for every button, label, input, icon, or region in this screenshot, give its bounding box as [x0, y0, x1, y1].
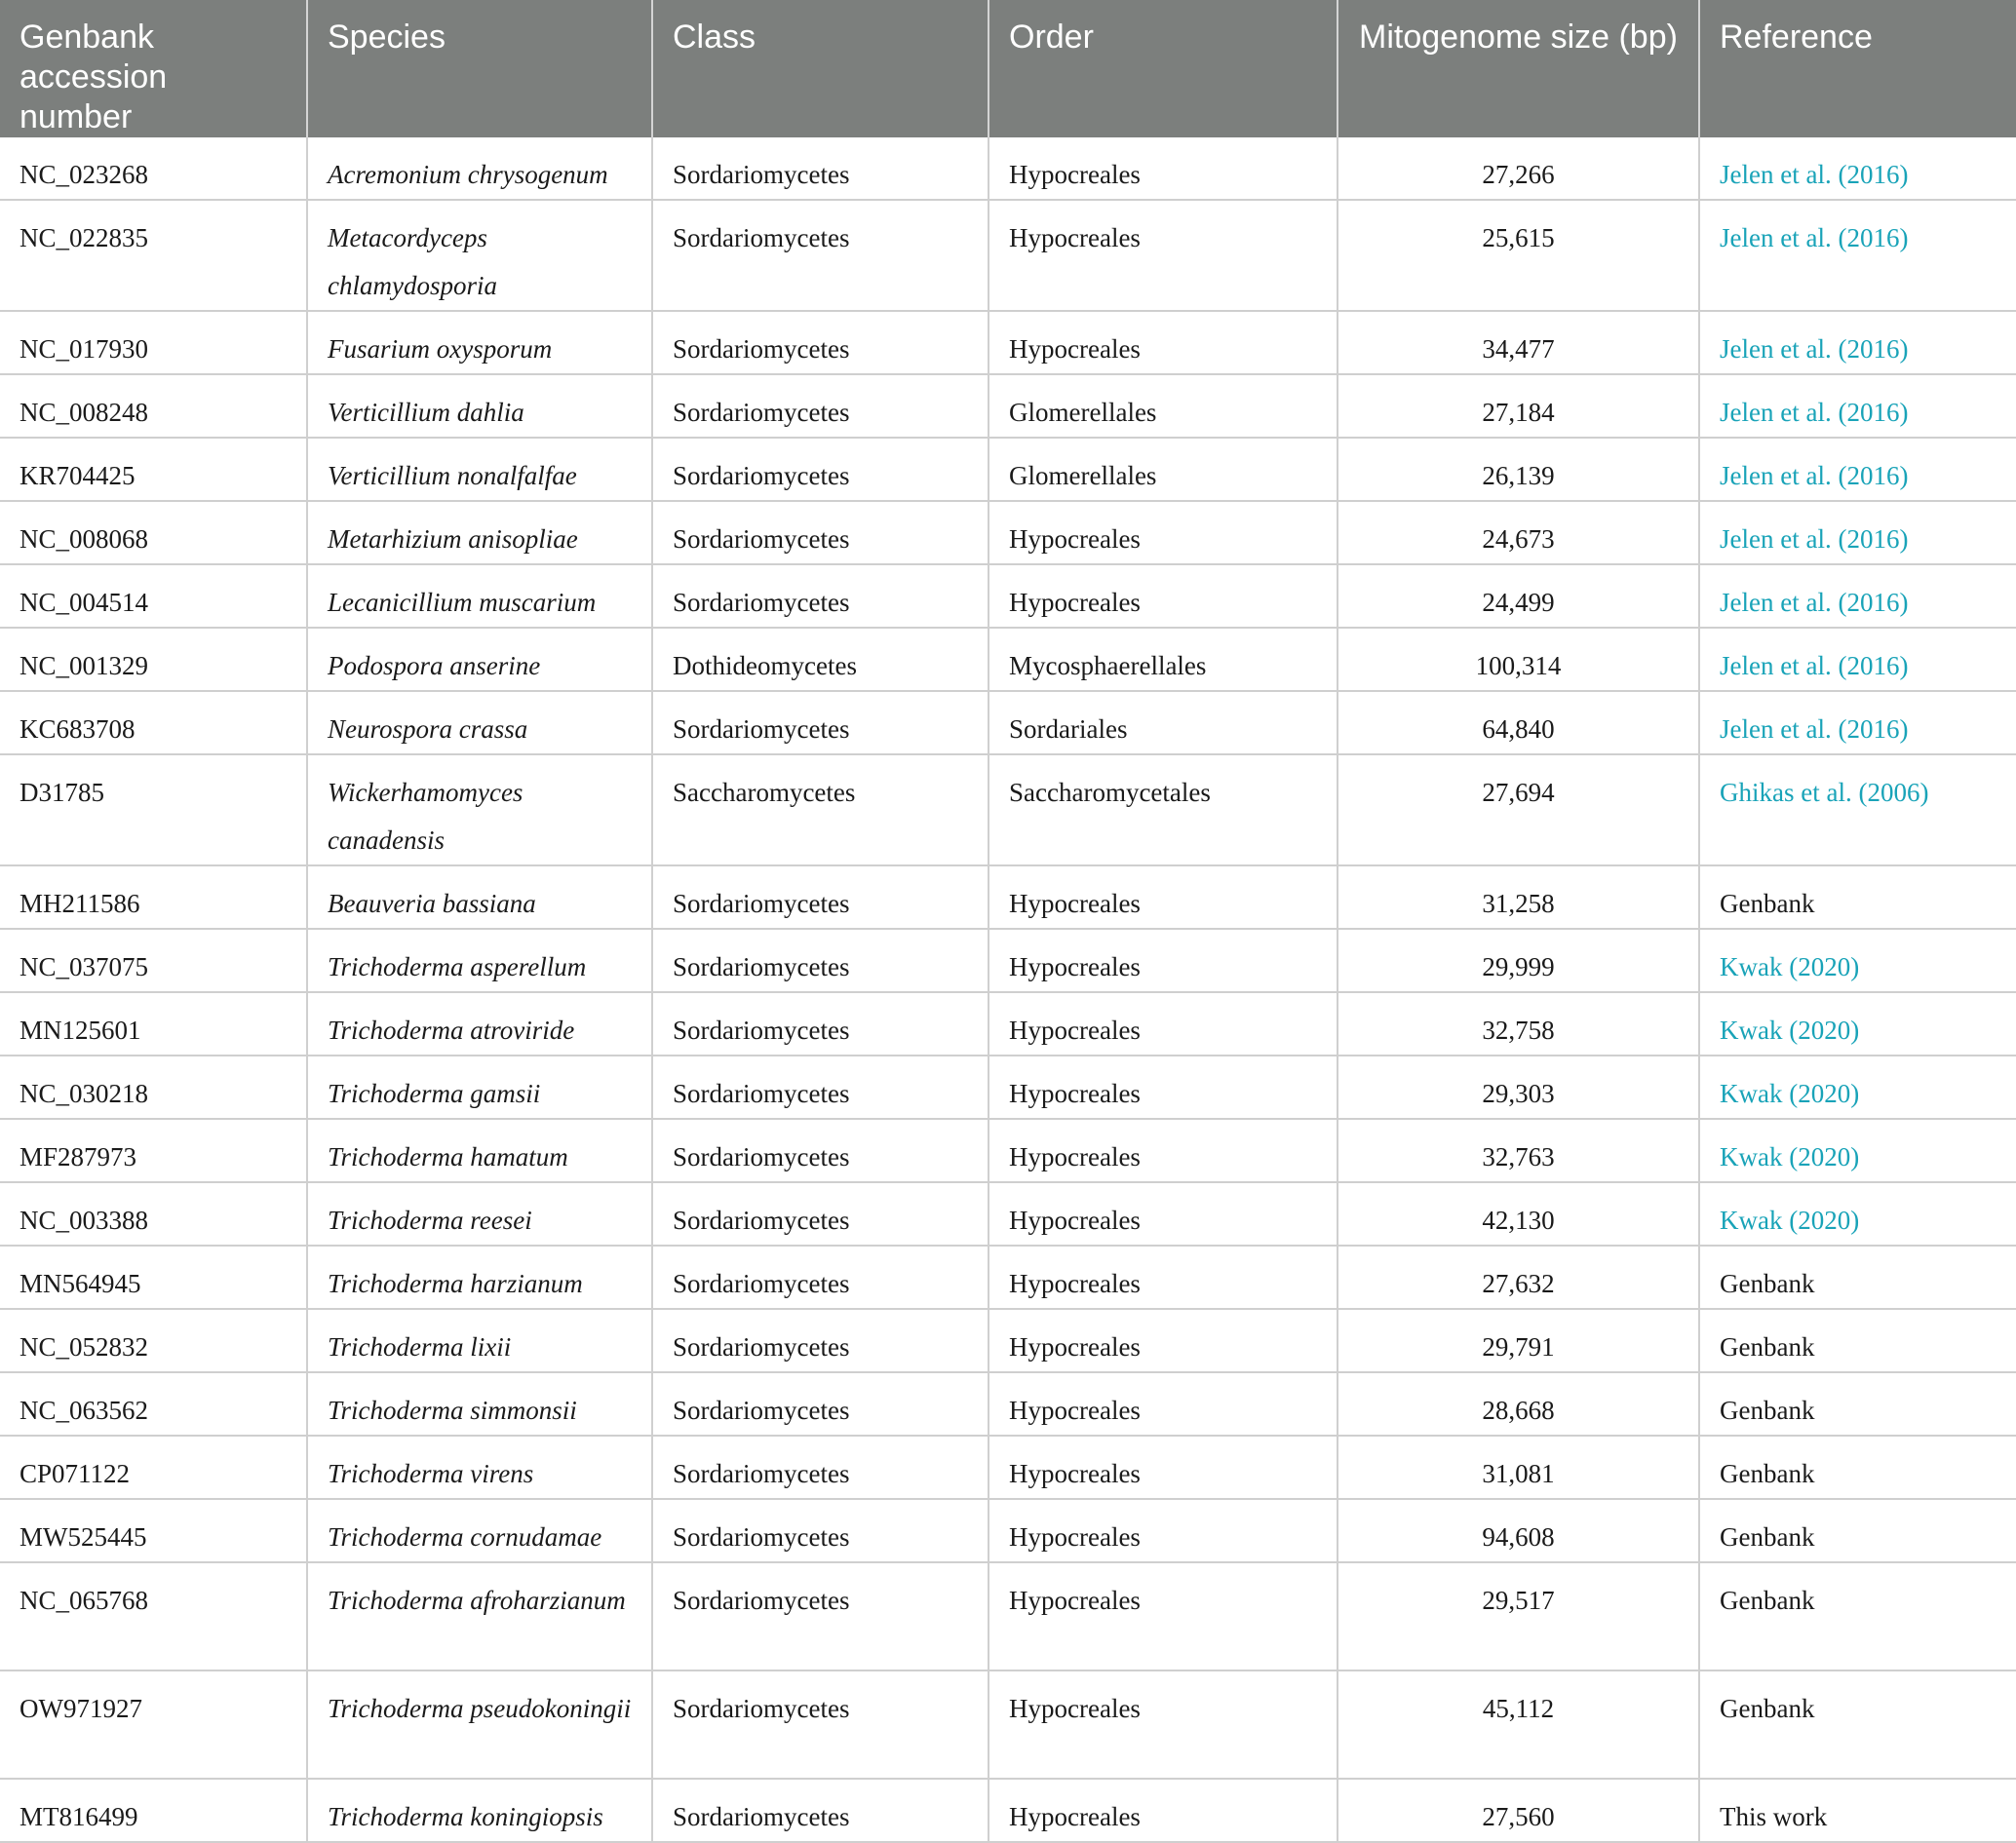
species-cell: Metacordyceps chlamydosporia [307, 200, 652, 311]
accession-cell: MN564945 [0, 1246, 307, 1309]
table-row [0, 137, 2016, 200]
table-row [0, 1499, 2016, 1562]
class-cell: Sordariomycetes [652, 1499, 989, 1562]
reference-cell: This work [1699, 1779, 2016, 1842]
order-cell: Hypocreales [989, 992, 1338, 1056]
table-row [0, 1436, 2016, 1499]
order-cell: Hypocreales [989, 1056, 1338, 1119]
species-cell: Neurospora crassa [307, 691, 652, 754]
table-row [0, 865, 2016, 929]
species-cell: Trichoderma pseudokoningii [307, 1670, 652, 1779]
order-cell: Hypocreales [989, 1670, 1338, 1779]
accession-cell: KC683708 [0, 691, 307, 754]
species-cell: Fusarium oxysporum [307, 311, 652, 374]
accession-cell: MW525445 [0, 1499, 307, 1562]
class-cell: Sordariomycetes [652, 200, 989, 311]
order-cell: Hypocreales [989, 1779, 1338, 1842]
table-row [0, 929, 2016, 992]
species-cell: Trichoderma koningiopsis [307, 1779, 652, 1842]
species-cell: Trichoderma afroharzianum [307, 1562, 652, 1670]
class-cell: Sordariomycetes [652, 1779, 989, 1842]
order-cell: Hypocreales [989, 1499, 1338, 1562]
class-cell: Saccharomycetes [652, 754, 989, 865]
species-cell: Trichoderma reesei [307, 1182, 652, 1246]
class-cell: Sordariomycetes [652, 374, 989, 438]
accession-cell: NC_037075 [0, 929, 307, 992]
table-row [0, 1309, 2016, 1372]
order-cell: Hypocreales [989, 1119, 1338, 1182]
species-cell: Trichoderma gamsii [307, 1056, 652, 1119]
class-cell: Sordariomycetes [652, 1119, 989, 1182]
class-cell: Sordariomycetes [652, 1436, 989, 1499]
reference-link[interactable]: Ghikas et al. (2006) [1699, 754, 2016, 865]
reference-cell: Genbank [1699, 1246, 2016, 1309]
order-cell: Hypocreales [989, 1309, 1338, 1372]
class-cell: Sordariomycetes [652, 564, 989, 628]
table-row [0, 438, 2016, 501]
accession-cell: NC_001329 [0, 628, 307, 691]
size-cell: 42,130 [1338, 1182, 1699, 1246]
class-cell: Sordariomycetes [652, 1182, 989, 1246]
order-cell: Hypocreales [989, 564, 1338, 628]
species-cell: Trichoderma lixii [307, 1309, 652, 1372]
size-cell: 29,791 [1338, 1309, 1699, 1372]
species-cell: Trichoderma asperellum [307, 929, 652, 992]
size-cell: 24,673 [1338, 501, 1699, 564]
accession-cell: NC_065768 [0, 1562, 307, 1670]
table-row [0, 564, 2016, 628]
reference-cell: Genbank [1699, 1562, 2016, 1670]
class-cell: Sordariomycetes [652, 501, 989, 564]
order-cell: Hypocreales [989, 929, 1338, 992]
table-row [0, 374, 2016, 438]
reference-link[interactable]: Kwak (2020) [1699, 992, 2016, 1056]
size-cell: 31,258 [1338, 865, 1699, 929]
order-cell: Hypocreales [989, 865, 1338, 929]
accession-cell: MH211586 [0, 865, 307, 929]
species-cell: Trichoderma simmonsii [307, 1372, 652, 1436]
accession-cell: D31785 [0, 754, 307, 865]
table-row [0, 1246, 2016, 1309]
size-cell: 100,314 [1338, 628, 1699, 691]
accession-cell: NC_008068 [0, 501, 307, 564]
class-cell: Sordariomycetes [652, 691, 989, 754]
reference-link[interactable]: Jelen et al. (2016) [1699, 137, 2016, 200]
size-cell: 27,632 [1338, 1246, 1699, 1309]
column-header-class: Class [652, 0, 989, 137]
table-row [0, 501, 2016, 564]
table-row [0, 1056, 2016, 1119]
class-cell: Sordariomycetes [652, 1562, 989, 1670]
size-cell: 24,499 [1338, 564, 1699, 628]
column-header-size: Mitogenome size (bp) [1338, 0, 1699, 137]
class-cell: Sordariomycetes [652, 992, 989, 1056]
size-cell: 28,668 [1338, 1372, 1699, 1436]
species-cell: Podospora anserine [307, 628, 652, 691]
size-cell: 64,840 [1338, 691, 1699, 754]
reference-link[interactable]: Jelen et al. (2016) [1699, 311, 2016, 374]
species-cell: Wickerhamomyces canadensis [307, 754, 652, 865]
accession-cell: NC_023268 [0, 137, 307, 200]
species-cell: Verticillium dahlia [307, 374, 652, 438]
size-cell: 27,694 [1338, 754, 1699, 865]
class-cell: Sordariomycetes [652, 137, 989, 200]
species-cell: Verticillium nonalfalfae [307, 438, 652, 501]
table-row [0, 1670, 2016, 1779]
class-cell: Sordariomycetes [652, 311, 989, 374]
reference-cell: Genbank [1699, 1436, 2016, 1499]
column-header-order: Order [989, 0, 1338, 137]
header-row [0, 0, 2016, 137]
species-cell: Beauveria bassiana [307, 865, 652, 929]
species-cell: Trichoderma atroviride [307, 992, 652, 1056]
accession-cell: NC_008248 [0, 374, 307, 438]
order-cell: Hypocreales [989, 200, 1338, 311]
species-cell: Trichoderma virens [307, 1436, 652, 1499]
reference-cell: Genbank [1699, 865, 2016, 929]
accession-cell: NC_003388 [0, 1182, 307, 1246]
species-cell: Trichoderma harzianum [307, 1246, 652, 1309]
reference-link[interactable]: Kwak (2020) [1699, 1182, 2016, 1246]
class-cell: Sordariomycetes [652, 865, 989, 929]
accession-cell: CP071122 [0, 1436, 307, 1499]
order-cell: Hypocreales [989, 137, 1338, 200]
order-cell: Hypocreales [989, 501, 1338, 564]
order-cell: Hypocreales [989, 1562, 1338, 1670]
table-row [0, 311, 2016, 374]
reference-link[interactable]: Jelen et al. (2016) [1699, 691, 2016, 754]
class-cell: Sordariomycetes [652, 1372, 989, 1436]
accession-cell: NC_063562 [0, 1372, 307, 1436]
order-cell: Saccharomycetales [989, 754, 1338, 865]
accession-cell: MT816499 [0, 1779, 307, 1842]
order-cell: Hypocreales [989, 1246, 1338, 1309]
column-header-reference: Reference [1699, 0, 2016, 137]
table-header [0, 0, 2016, 137]
size-cell: 31,081 [1338, 1436, 1699, 1499]
size-cell: 26,139 [1338, 438, 1699, 501]
table-row [0, 1372, 2016, 1436]
size-cell: 27,266 [1338, 137, 1699, 200]
size-cell: 27,184 [1338, 374, 1699, 438]
size-cell: 29,999 [1338, 929, 1699, 992]
accession-cell: OW971927 [0, 1670, 307, 1779]
order-cell: Hypocreales [989, 1372, 1338, 1436]
reference-link[interactable]: Jelen et al. (2016) [1699, 200, 2016, 311]
reference-link[interactable]: Kwak (2020) [1699, 929, 2016, 992]
species-cell: Trichoderma hamatum [307, 1119, 652, 1182]
reference-link[interactable]: Jelen et al. (2016) [1699, 501, 2016, 564]
class-cell: Sordariomycetes [652, 1246, 989, 1309]
species-cell: Acremonium chrysogenum [307, 137, 652, 200]
size-cell: 25,615 [1338, 200, 1699, 311]
table-row [0, 754, 2016, 865]
reference-cell: Genbank [1699, 1499, 2016, 1562]
table-row [0, 628, 2016, 691]
reference-cell: Genbank [1699, 1670, 2016, 1779]
class-cell: Sordariomycetes [652, 1670, 989, 1779]
table-row [0, 1562, 2016, 1670]
class-cell: Sordariomycetes [652, 929, 989, 992]
accession-cell: MF287973 [0, 1119, 307, 1182]
table-row [0, 992, 2016, 1056]
order-cell: Hypocreales [989, 1436, 1338, 1499]
size-cell: 27,560 [1338, 1779, 1699, 1842]
reference-link[interactable]: Kwak (2020) [1699, 1119, 2016, 1182]
size-cell: 29,303 [1338, 1056, 1699, 1119]
accession-cell: MN125601 [0, 992, 307, 1056]
table-body [0, 137, 2016, 1842]
class-cell: Sordariomycetes [652, 1056, 989, 1119]
order-cell: Glomerellales [989, 374, 1338, 438]
table-row [0, 691, 2016, 754]
order-cell: Mycosphaerellales [989, 628, 1338, 691]
reference-link[interactable]: Kwak (2020) [1699, 1056, 2016, 1119]
table-row [0, 1119, 2016, 1182]
accession-cell: NC_030218 [0, 1056, 307, 1119]
species-cell: Metarhizium anisopliae [307, 501, 652, 564]
size-cell: 94,608 [1338, 1499, 1699, 1562]
class-cell: Dothideomycetes [652, 628, 989, 691]
species-cell: Trichoderma cornudamae [307, 1499, 652, 1562]
reference-link[interactable]: Jelen et al. (2016) [1699, 628, 2016, 691]
column-header-species: Species [307, 0, 652, 137]
table-row [0, 1779, 2016, 1842]
order-cell: Hypocreales [989, 311, 1338, 374]
reference-cell: Genbank [1699, 1309, 2016, 1372]
size-cell: 45,112 [1338, 1670, 1699, 1779]
order-cell: Hypocreales [989, 1182, 1338, 1246]
table-row [0, 1182, 2016, 1246]
reference-link[interactable]: Jelen et al. (2016) [1699, 438, 2016, 501]
reference-link[interactable]: Jelen et al. (2016) [1699, 564, 2016, 628]
size-cell: 29,517 [1338, 1562, 1699, 1670]
class-cell: Sordariomycetes [652, 1309, 989, 1372]
size-cell: 32,763 [1338, 1119, 1699, 1182]
class-cell: Sordariomycetes [652, 438, 989, 501]
order-cell: Sordariales [989, 691, 1338, 754]
reference-cell: Genbank [1699, 1372, 2016, 1436]
size-cell: 32,758 [1338, 992, 1699, 1056]
accession-cell: NC_052832 [0, 1309, 307, 1372]
accession-cell: NC_017930 [0, 311, 307, 374]
species-cell: Lecanicillium muscarium [307, 564, 652, 628]
size-cell: 34,477 [1338, 311, 1699, 374]
table-row [0, 200, 2016, 311]
accession-cell: NC_022835 [0, 200, 307, 311]
order-cell: Glomerellales [989, 438, 1338, 501]
accession-cell: KR704425 [0, 438, 307, 501]
reference-link[interactable]: Jelen et al. (2016) [1699, 374, 2016, 438]
column-header-accession: Genbank accession number [0, 0, 307, 137]
accession-cell: NC_004514 [0, 564, 307, 628]
